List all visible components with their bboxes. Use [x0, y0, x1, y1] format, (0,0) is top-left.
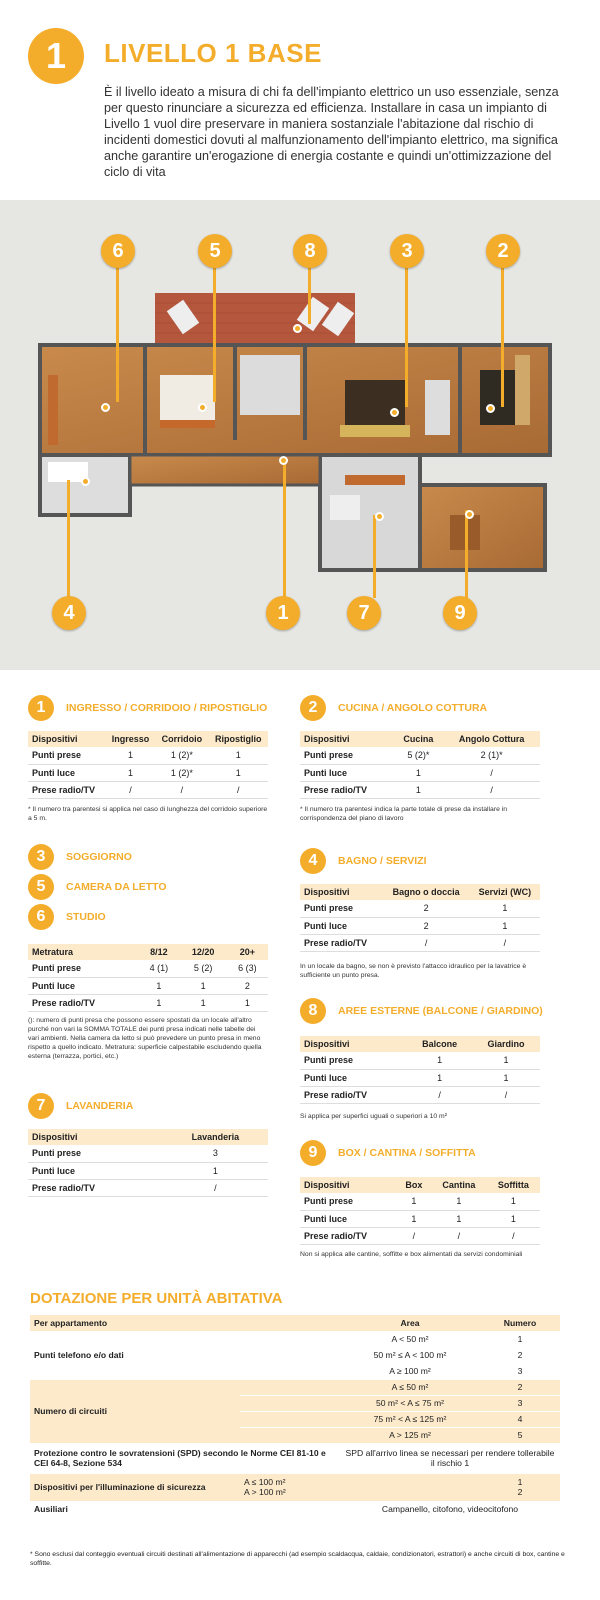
table-row	[30, 1379, 560, 1395]
pin-dot-3	[390, 408, 399, 417]
table-cell: A < 50 m²	[340, 1331, 480, 1347]
table-cell: Box	[397, 1177, 431, 1193]
table-cell: /	[163, 1179, 268, 1196]
table-row	[300, 1069, 540, 1086]
table-cell: /	[106, 781, 156, 798]
table-cell: /	[383, 934, 470, 951]
table-row	[300, 1036, 540, 1052]
table-studio	[28, 944, 268, 1012]
table-cell: Servizi (WC)	[470, 884, 540, 900]
table-cell: Dispositivi	[300, 884, 383, 900]
dotazione-table	[30, 1315, 560, 1518]
table-cell: /	[208, 781, 268, 798]
section-9-title: BOX / CANTINA / SOFFITTA	[338, 1147, 476, 1159]
pin-7[interactable]: 7	[347, 596, 381, 630]
table-cell	[240, 1395, 340, 1411]
table-cell: 1	[470, 917, 540, 934]
level-badge: 1	[28, 28, 84, 84]
table-cell	[240, 1411, 340, 1427]
pin-5[interactable]: 5	[198, 234, 232, 268]
section-3-head	[28, 844, 132, 870]
table-cell: 2 (1)*	[443, 747, 540, 764]
pin-line-1	[283, 460, 286, 598]
section-3-title: SOGGIORNO	[66, 851, 132, 863]
pin-6[interactable]: 6	[101, 234, 135, 268]
section-7-title: LAVANDERIA	[66, 1100, 134, 1112]
table-cell: Cantina	[431, 1177, 487, 1193]
table-cell: 1	[138, 977, 179, 994]
table-cell: Dispositivi per l'illuminazione di sicurezza	[30, 1473, 240, 1501]
table-cell: 5 (2)	[179, 960, 226, 977]
table-cell: Punti prese	[300, 747, 393, 764]
table-cell: Prese radio/TV	[300, 781, 393, 798]
section-2-badge: 2	[300, 695, 326, 721]
pin-dot-7	[375, 512, 384, 521]
table-cell: A ≤ 50 m²	[340, 1379, 480, 1395]
pin-9[interactable]: 9	[443, 596, 477, 630]
table-cell: Punti prese	[28, 747, 106, 764]
table-row	[28, 977, 268, 994]
table-cell: Punti luce	[300, 917, 383, 934]
table-cell: /	[470, 934, 540, 951]
table-cell: 1	[208, 747, 268, 764]
table-cell: SPD all'arrivo linea se necessari per rendere tollerabile il rischio 1	[340, 1443, 560, 1473]
table-cell: 12/20	[179, 944, 226, 960]
table-cell: /	[407, 1086, 472, 1103]
table-row	[28, 1162, 268, 1179]
table-row	[300, 1052, 540, 1069]
table-row	[300, 900, 540, 917]
table-cell: 1 (2)*	[155, 764, 208, 781]
table-cell: 2	[383, 917, 470, 934]
table-row	[300, 1210, 540, 1227]
table-row	[300, 1193, 540, 1210]
table-cell: Punti prese	[28, 1145, 163, 1162]
pin-dot-8	[293, 324, 302, 333]
section-7-badge: 7	[28, 1093, 54, 1119]
table-cell: Giardino	[472, 1036, 540, 1052]
table-cell: 1	[163, 1162, 268, 1179]
pin-8[interactable]: 8	[293, 234, 327, 268]
table-cell: Prese radio/TV	[28, 994, 138, 1011]
table-cell: Balcone	[407, 1036, 472, 1052]
table-cell: 20+	[227, 944, 268, 960]
table-row	[30, 1315, 560, 1331]
table-cell: Punti prese	[300, 900, 383, 917]
table-cell	[240, 1501, 340, 1517]
table-cell	[240, 1315, 340, 1331]
table-cell: Prese radio/TV	[28, 1179, 163, 1196]
table-row	[28, 1145, 268, 1162]
table-row	[300, 764, 540, 781]
table-row	[30, 1473, 560, 1501]
table-row	[28, 731, 268, 747]
table-cell: /	[397, 1227, 431, 1244]
table-row	[300, 1227, 540, 1244]
table-cell: Prese radio/TV	[300, 1086, 407, 1103]
pin-4[interactable]: 4	[52, 596, 86, 630]
table-cell	[240, 1363, 340, 1379]
section-2-head	[300, 695, 487, 721]
table-cell: Dispositivi	[28, 1129, 163, 1145]
table-cell: 1	[472, 1052, 540, 1069]
table-cell: 2	[227, 977, 268, 994]
table-row	[28, 747, 268, 764]
table-cell: Prese radio/TV	[300, 934, 383, 951]
table-cell: Angolo Cottura	[443, 731, 540, 747]
table-cell: Numero	[480, 1315, 560, 1331]
table-bagno	[300, 884, 540, 952]
pin-line-7	[373, 515, 376, 598]
table-row	[28, 1179, 268, 1196]
table-cell: 1	[480, 1331, 560, 1347]
section-2-note: * Il numero tra parentesi indica la parte totale di prese da installare in corrispondenza del piano di lavoro	[300, 806, 508, 822]
table-ingresso	[28, 731, 268, 799]
table-cell: 2	[480, 1379, 560, 1395]
table-cell: Punti luce	[28, 1162, 163, 1179]
section-1-head	[28, 695, 267, 721]
table-cell: Prese radio/TV	[28, 781, 106, 798]
pin-1[interactable]: 1	[266, 596, 300, 630]
section-7-head	[28, 1093, 133, 1119]
pin-dot-6	[101, 403, 110, 412]
section-5-head	[28, 874, 167, 900]
table-cell: 50 m² ≤ A < 100 m²	[340, 1347, 480, 1363]
table-cell: Ripostiglio	[208, 731, 268, 747]
table-cell: Punti luce	[28, 977, 138, 994]
table-cell: Metratura	[28, 944, 138, 960]
table-cell: 1	[227, 994, 268, 1011]
pin-dot-2	[486, 404, 495, 413]
header	[0, 0, 600, 200]
table-cell: 1	[407, 1052, 472, 1069]
table-cell: Per appartamento	[30, 1315, 240, 1331]
table-cell: 1	[393, 781, 443, 798]
section-6-head	[28, 904, 106, 930]
table-row	[30, 1443, 560, 1473]
page-title: LIVELLO 1 BASE	[104, 38, 322, 68]
table-cell: 1	[138, 994, 179, 1011]
section-8-badge: 8	[300, 998, 326, 1024]
table-cell	[340, 1473, 480, 1501]
table-cell: Soffitta	[487, 1177, 540, 1193]
table-cell: 5	[480, 1427, 560, 1443]
table-cell: 1	[487, 1193, 540, 1210]
pin-dot-5	[198, 403, 207, 412]
section-4-title: BAGNO / SERVIZI	[338, 855, 427, 867]
table-lavanderia	[28, 1129, 268, 1197]
section-3-badge: 3	[28, 844, 54, 870]
table-cell: 4 (1)	[138, 960, 179, 977]
section-9-note: Non si applica alle cantine, soffitte e box alimentati da servizi condominiali	[300, 1251, 523, 1258]
table-cell: 6 (3)	[227, 960, 268, 977]
section-4-note: In un locale da bagno, se non è previsto l'attacco idraulico per la lavatrice è sufficiente un punto presa.	[300, 963, 527, 979]
table-cell: 2	[383, 900, 470, 917]
table-cell: A > 125 m²	[340, 1427, 480, 1443]
table-cell: 3	[163, 1145, 268, 1162]
table-cell: Corridoio	[155, 731, 208, 747]
table-cell: Punti luce	[300, 764, 393, 781]
dotazione-title: DOTAZIONE PER UNITÀ ABITATIVA	[30, 1290, 283, 1307]
table-cell: 1	[179, 994, 226, 1011]
section-4-head	[300, 848, 427, 874]
table-cell: Prese radio/TV	[300, 1227, 397, 1244]
table-cell: Dispositivi	[28, 731, 106, 747]
table-cell	[240, 1427, 340, 1443]
table-cell: A ≥ 100 m²	[340, 1363, 480, 1379]
table-cell: Punti luce	[28, 764, 106, 781]
table-row	[28, 764, 268, 781]
table-cell: 1	[208, 764, 268, 781]
table-row	[300, 747, 540, 764]
table-box	[300, 1177, 540, 1245]
table-cucina	[300, 731, 540, 799]
section-8-note: Si applica per superfici uguali o superiori a 10 m²	[300, 1113, 447, 1120]
table-cell: 1 2	[480, 1473, 560, 1501]
table-cell: Cucina	[393, 731, 443, 747]
table-cell: /	[472, 1086, 540, 1103]
section-6-title: STUDIO	[66, 911, 106, 923]
table-cell: 1	[407, 1069, 472, 1086]
table-cell: /	[443, 764, 540, 781]
table-row	[30, 1501, 560, 1517]
table-row	[300, 1086, 540, 1103]
section-1-note: * Il numero tra parentesi si applica nel caso di lunghezza del corridoio superiore a 5 m.	[28, 806, 268, 822]
table-row	[28, 1129, 268, 1145]
table-cell: Numero di circuiti	[30, 1379, 240, 1443]
table-row	[300, 884, 540, 900]
section-9-badge: 9	[300, 1140, 326, 1166]
table-cell: Punti luce	[300, 1069, 407, 1086]
table-row	[300, 731, 540, 747]
table-cell: 8/12	[138, 944, 179, 960]
table-row	[300, 1177, 540, 1193]
section-5-title: CAMERA DA LETTO	[66, 881, 167, 893]
table-row	[28, 944, 268, 960]
table-cell: /	[155, 781, 208, 798]
table-cell: Ausiliari	[30, 1501, 240, 1517]
table-cell: Ingresso	[106, 731, 156, 747]
table-row	[28, 960, 268, 977]
table-cell	[240, 1331, 340, 1347]
table-cell: 1	[470, 900, 540, 917]
pin-line-3	[405, 262, 408, 407]
pin-line-4	[67, 480, 70, 600]
table-aree-esterne	[300, 1036, 540, 1104]
table-cell: Punti telefono e/o dati	[30, 1331, 240, 1379]
pin-3[interactable]: 3	[390, 234, 424, 268]
table-cell: 1	[179, 977, 226, 994]
section-8-title: AREE ESTERNE (BALCONE / GIARDINO)	[338, 1005, 543, 1017]
table-cell: /	[431, 1227, 487, 1244]
table-cell: 1	[431, 1210, 487, 1227]
table-cell: Area	[340, 1315, 480, 1331]
table-row	[28, 994, 268, 1011]
table-cell: 3	[480, 1363, 560, 1379]
table-cell: Campanello, citofono, videocitofono	[340, 1501, 560, 1517]
table-cell: Lavanderia	[163, 1129, 268, 1145]
table-cell: Dispositivi	[300, 1036, 407, 1052]
table-cell: 1	[106, 747, 156, 764]
table-row	[300, 934, 540, 951]
table-cell: Punti luce	[300, 1210, 397, 1227]
pin-line-9	[465, 510, 468, 598]
table-cell: 1	[397, 1193, 431, 1210]
table-cell: 2	[480, 1347, 560, 1363]
pin-dot-1	[279, 456, 288, 465]
table-cell: 4	[480, 1411, 560, 1427]
table-cell: Punti prese	[28, 960, 138, 977]
pin-line-8	[308, 262, 311, 324]
pin-line-2	[501, 262, 504, 407]
section-9-head	[300, 1140, 476, 1166]
table-cell: Protezione contro le sovratensioni (SPD) secondo le Norme CEI 81-10 e CEI 64-8, Sezione 534	[30, 1443, 340, 1473]
table-cell: Punti prese	[300, 1052, 407, 1069]
section-1-title: INGRESSO / CORRIDOIO / RIPOSTIGLIO	[66, 702, 268, 714]
section-8-head	[300, 998, 543, 1024]
section-6-badge: 6	[28, 904, 54, 930]
section-2-title: CUCINA / ANGOLO COTTURA	[338, 702, 488, 714]
table-cell: 1	[431, 1193, 487, 1210]
section-4-badge: 4	[300, 848, 326, 874]
table-row	[30, 1331, 560, 1347]
table-cell: 1	[393, 764, 443, 781]
table-cell: /	[443, 781, 540, 798]
table-cell: /	[487, 1227, 540, 1244]
table-cell: 1 (2)*	[155, 747, 208, 764]
section-5-badge: 5	[28, 874, 54, 900]
table-cell: 1	[472, 1069, 540, 1086]
table-cell: 1	[106, 764, 156, 781]
floor-plan-illustration	[0, 200, 600, 670]
table-row	[300, 917, 540, 934]
table-cell: 75 m² < A ≤ 125 m²	[340, 1411, 480, 1427]
table-cell: Dispositivi	[300, 1177, 397, 1193]
table-cell: 1	[397, 1210, 431, 1227]
floor-plan	[0, 200, 600, 670]
table-cell: 3	[480, 1395, 560, 1411]
pin-dot-4	[81, 477, 90, 486]
table-cell: 5 (2)*	[393, 747, 443, 764]
table-cell: Bagno o doccia	[383, 884, 470, 900]
pin-dot-9	[465, 510, 474, 519]
table-cell: Punti prese	[300, 1193, 397, 1210]
table-cell	[240, 1347, 340, 1363]
table-cell: 1	[487, 1210, 540, 1227]
table-cell	[240, 1379, 340, 1395]
pin-2[interactable]: 2	[486, 234, 520, 268]
table-cell: 50 m² < A ≤ 75 m²	[340, 1395, 480, 1411]
pin-line-5	[213, 262, 216, 402]
table-cell: Dispositivi	[300, 731, 393, 747]
table-row	[300, 781, 540, 798]
pin-line-6	[116, 262, 119, 402]
table-row	[28, 781, 268, 798]
dotazione-footnote: * Sono esclusi dal conteggio eventuali circuiti destinati all'alimentazione di apparecchi (ad esempio scaldacqua, caldaie, condizionatori, estrattori) e anche circuiti di box, cantine e soffitte.	[30, 1551, 565, 1567]
section-6-note: (): numero di punti presa che possono essere spostati da un locale all'altro purché non vari la SOMMA TOTALE dei punti presa indicati nelle tabelle dei vari ambienti. Nella camera da letto si può prevedere un punto presa in meno rispetto a quello indicato. Metratura: superficie calpestabile escludendo quella esterna (terrazza, portici, etc.)	[28, 1017, 262, 1060]
table-cell: A ≤ 100 m² A > 100 m²	[240, 1473, 340, 1501]
section-1-badge: 1	[28, 695, 54, 721]
intro-text: È il livello ideato a misura di chi fa dell'impianto elettrico un uso essenziale, senza per questo rinunciare a sicurezza ed efficienza. Installare in casa un impianto di Livello 1 vuol dire preservare in maniera sostanziale l'abitazione dal rischio di incidenti domestici dovuti al malfunzionamento dell'impianto elettrico, ma significa anche garantire un'erogazione di energia costante e quindi un'ottimizzazione del ciclo di vita	[104, 85, 559, 179]
